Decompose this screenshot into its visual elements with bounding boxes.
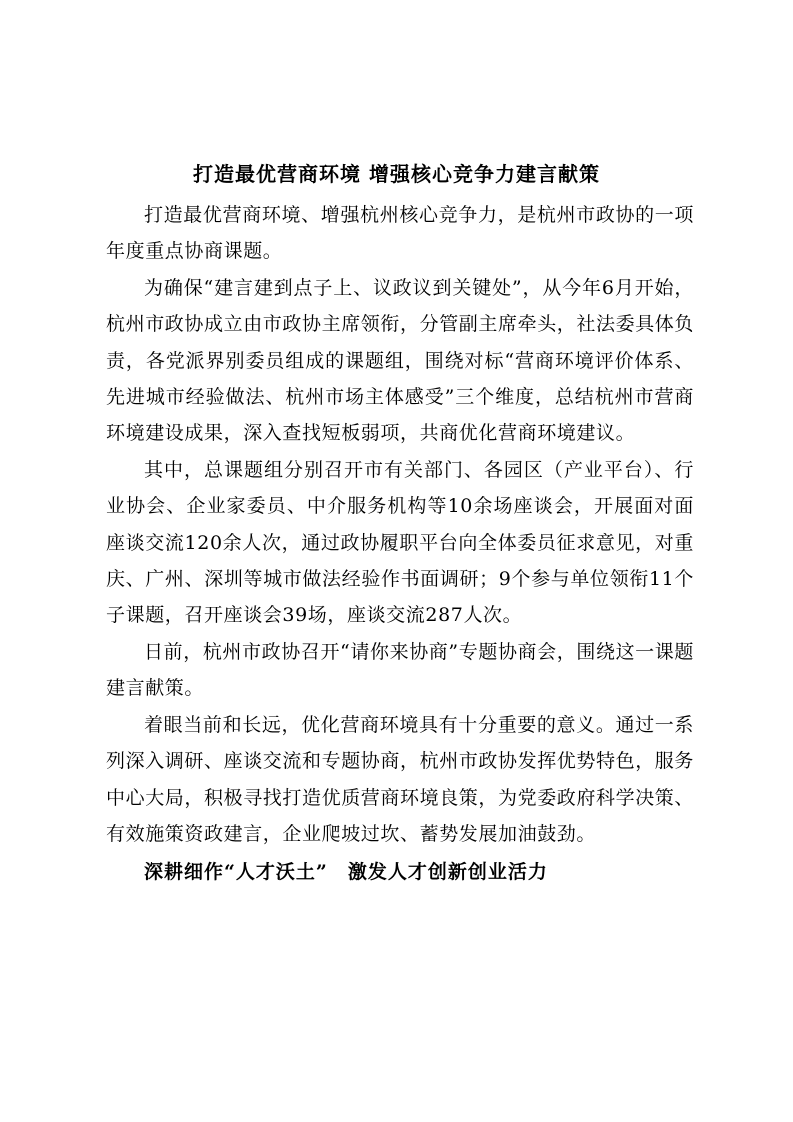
paragraph-symposiums: 其中，总课题组分别召开市有关部门、各园区（产业平台）、行业协会、企业家委员、中介服务机构等10余场座谈会，开展面对面座谈交流120余人次，通过政协履职平台向全体委员征求意见，对重庆、广州、深圳等城市做法经验作书面调研；9个参与单位领衔11个子课题，召开座谈会39场，座谈交流287人次。 [106,458,694,627]
document-body [106,197,694,892]
section-subheading: 深耕细作“人才沃土” 激发人才创新创业活力 [144,861,548,884]
paragraph-intro: 打造最优营商环境、增强杭州核心竞争力，是杭州市政协的一项年度重点协商课题。 [106,204,694,263]
paragraph-consultation-meeting: 日前，杭州市政协召开“请你来协商”专题协商会，围绕这一课题建言献策。 [106,640,694,700]
document-title: 打造最优营商环境 增强核心竞争力建言献策 [193,162,600,186]
paragraph-research-group: 为确保“建言建到点子上、议政议到关键处”，从今年6月开始，杭州市政协成立由市政协主席领衔，分管副主席牵头，社法委具体负责，各党派界别委员组成的课题组，围绕对标“营商环境评价体系、先进城市经验做法、杭州市场主体感受”三个维度，总结杭州市营商环境建设成果，深入查找短板弱项，共商优化营商环境建议。 [106,276,695,445]
paragraph-significance: 着眼当前和长远，优化营商环境具有十分重要的意义。通过一系列深入调研、座谈交流和专题协商，杭州市政协发挥优势特色，服务中心大局，积极寻找打造优质营商环境良策，为党委政府科学决策、有效施策资政建言，企业爬坡过坎、蓄势发展加油鼓劲。 [106,713,695,845]
